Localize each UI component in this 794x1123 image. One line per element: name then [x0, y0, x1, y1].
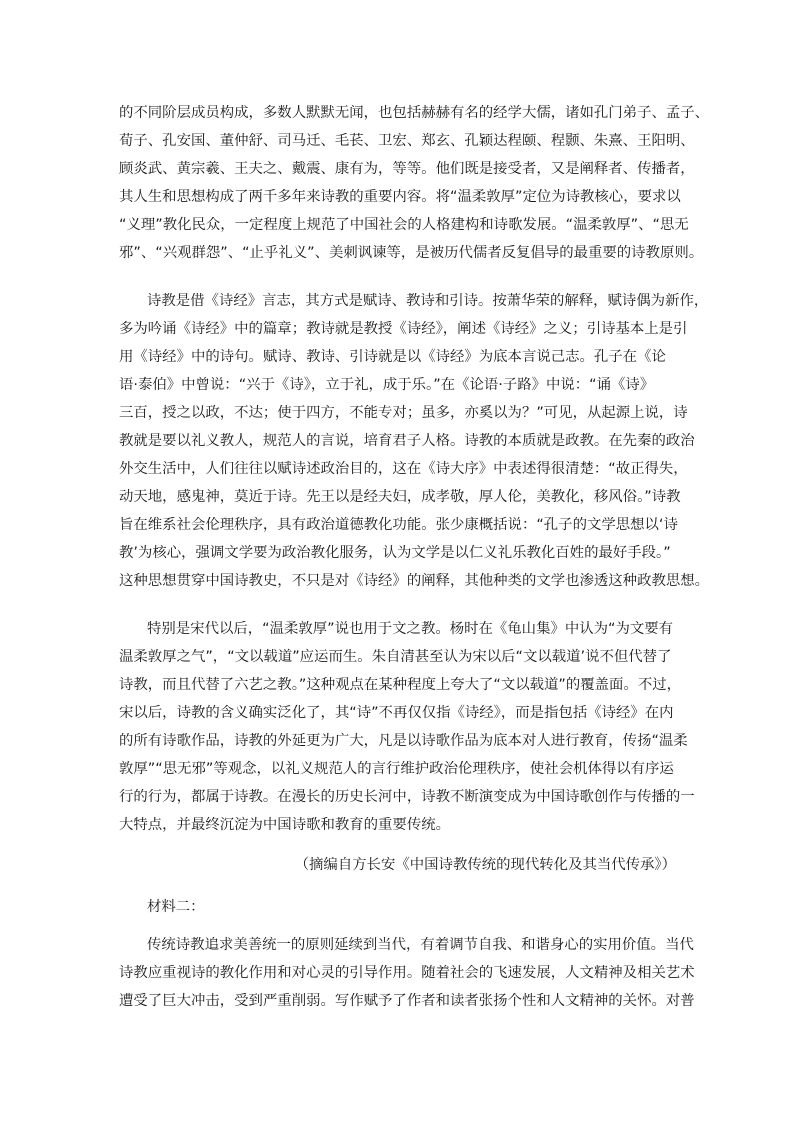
text-line: 温柔敦厚之气”，“文以载道”应运而生。朱自清甚至认为宋以后“文以载道’说不但代替了	[119, 649, 672, 665]
paragraph-first-line: 诗教是借《诗经》言志，其方式是赋诗、教诗和引诗。按萧华荣的解释，赋诗偶为新作，	[147, 293, 709, 309]
text-line: 大特点，并最终沉淀为中国诗歌和教育的重要传统。	[119, 817, 450, 833]
paragraph-first-line: 传统诗教追求美善统一的原则延续到当代，有着调节自我、和谐身心的实用价值。当代	[147, 937, 694, 953]
text-line: 荀子、孔安国、董仲舒、司马迁、毛苌、卫宏、郑玄、孔颖达程颐、程颢、朱熹、王阳明、	[119, 133, 695, 149]
text-line: 教’为核心，强调文学要为政治教化服务，认为文学是以仁义礼乐教化百姓的最好手段。”	[119, 545, 671, 561]
text-line: 教就是要以礼义教人，规范人的言说，培育君子人格。诗教的本质就是政教。在先秦的政治	[119, 433, 695, 449]
text-line: 敦厚”“思无邪”等观念，以礼义规范人的言行维护政治伦理秩序，使社会机体得以有序运	[119, 761, 674, 777]
text-line: “义理”教化民众，一定程度上规范了中国社会的人格建构和诗歌发展。“温柔敦厚”、“思无	[119, 217, 689, 233]
text-line: 动天地，感鬼神，莫近于诗。先王以是经夫妇，成孝敬，厚人伦，美教化，移风俗。”诗教	[119, 489, 681, 505]
text-line: 顾炎武、黄宗羲、王夫之、戴震、康有为，等等。他们既是接受者，又是阐释者、传播者，	[119, 161, 695, 177]
section-heading: 材料二：	[147, 899, 205, 915]
text-line: 邪”、“兴观群怨”、“止乎礼义”、美刺讽谏等，是被历代儒者反复倡导的最重要的诗教原则。	[119, 245, 704, 261]
text-line: 遭受了巨大冲击，受到严重削弱。写作赋予了作者和读者张扬个性和人文精神的关怀。对普	[119, 993, 695, 1009]
text-line: 的所有诗歌作品，诗教的外延更为广大，凡是以诗歌作品为底本对人进行教育，传扬“温柔	[119, 733, 688, 749]
text-line: 旨在维系社会伦理秩序，具有政治道德教化功能。张少康概括说：“孔子的文学思想以‘诗	[119, 517, 678, 533]
source-citation: （摘编自方长安《中国诗教传统的现代转化及其当代传承》）	[294, 857, 676, 873]
text-line: 这种思想贯穿中国诗教史，不只是对《诗经》的阐释，其他种类的文学也渗透这种政教思想。	[119, 573, 710, 589]
text-line: 宋以后，诗教的含义确实泛化了，其“诗”不再仅仅指《诗经》，而是指包括《诗经》在内	[119, 705, 674, 721]
text-line: 用《诗经》中的诗句。赋诗、教诗、引诗就是以《诗经》为底本言说己志。孔子在《论	[119, 349, 666, 365]
text-line: 其人生和思想构成了两千多年来诗教的重要内容。将“温柔敦厚”定位为诗教核心，要求以	[119, 189, 681, 205]
text-line: 的不同阶层成员构成，多数人默默无闻，也包括赫赫有名的经学大儒，诸如孔门弟子、孟子、	[119, 105, 710, 121]
text-line: 诗教应重视诗的教化作用和对心灵的引导作用。随着社会的飞速发展，人文精神及相关艺术	[119, 965, 695, 981]
text-line: 三百，授之以政，不达；使于四方，不能专对；虽多，亦奚以为？”可见，从起源上说，诗	[119, 405, 688, 421]
paragraph-first-line: 特别是宋代以后，“温柔敦厚”说也用于文之教。杨时在《龟山集》中认为“为文要有	[147, 621, 674, 637]
text-line: 语·泰伯》中曾说：“兴于《诗》，立于礼，成于乐。”在《论语·子路》中说：“诵《诗》	[119, 377, 655, 393]
text-line: 诗教，而且代替了六艺之教。”这种观点在某种程度上夸大了“文以载道”的覆盖面。不过，	[119, 677, 682, 693]
text-line: 外交生活中，人们往往以赋诗述政治目的，这在《诗大序》中表述得很清楚：“故正得失，	[119, 461, 688, 477]
text-line: 多为吟诵《诗经》中的篇章；教诗就是教授《诗经》，阐述《诗经》之义；引诗基本上是引	[119, 321, 688, 337]
text-line: 行的行为，都属于诗教。在漫长的历史长河中，诗教不断演变成为中国诗歌创作与传播的一	[119, 789, 695, 805]
